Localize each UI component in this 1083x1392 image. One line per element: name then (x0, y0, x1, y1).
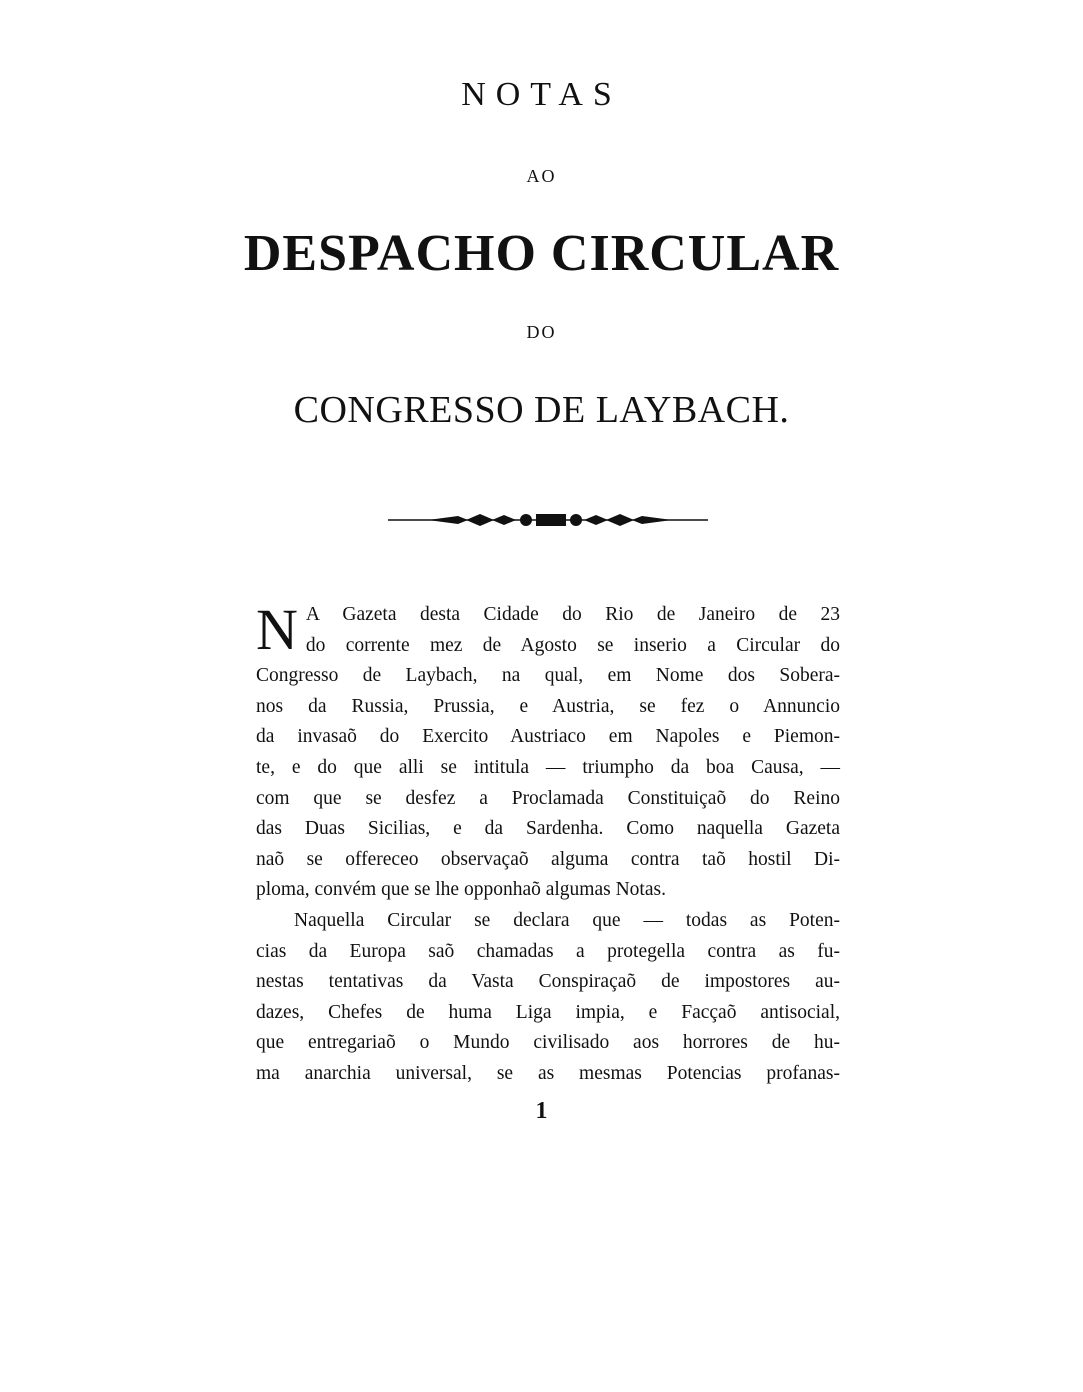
text-line: da invasaõ do Exercito Austriaco em Napoles e Piemon- (256, 726, 840, 748)
text-line: que entregariaõ o Mundo civilisado aos horrores de hu- (256, 1032, 840, 1054)
drop-cap: N (256, 597, 298, 662)
title-main: DESPACHO CIRCULAR (243, 225, 840, 282)
text-line: ploma, convém que se lhe opponhaõ algumas Notas. (256, 879, 666, 901)
title-do: DO (526, 322, 557, 342)
ornamental-rule-icon (388, 508, 708, 532)
text-line: das Duas Sicilias, e da Sardenha. Como naquella Gazeta (256, 818, 840, 840)
text-line: nos da Russia, Prussia, e Austria, se fez o Annuncio (256, 695, 840, 717)
text-line: com que se desfez a Proclamada Constituiçaõ do Reino (256, 787, 840, 809)
text-line: cias da Europa saõ chamadas a protegella contra as fu- (256, 940, 840, 962)
title-subtitle: CONGRESSO DE LAYBACH. (293, 389, 790, 431)
text-line: naõ se offereceo observaçaõ alguma contra taõ hostil Di- (256, 848, 840, 870)
text-line: nestas tentativas da Vasta Conspiraçaõ de impostores au- (256, 971, 840, 993)
text-line: dazes, Chefes de huma Liga impia, e Facçaõ antisocial, (256, 1001, 840, 1023)
text-line: Congresso de Laybach, na qual, em Nome dos Sobera- (256, 665, 840, 687)
text-line: A Gazeta desta Cidade do Rio de Janeiro de 23 (305, 604, 840, 625)
text-line: do corrente mez de Agosto se inserio a Circular do (305, 634, 840, 656)
body-paragraphs (256, 597, 840, 1090)
title-ao: AO (526, 166, 557, 186)
page-number: 1 (535, 1098, 548, 1124)
text-line: ma anarchia universal, se as mesmas Potencias profanas- (256, 1062, 840, 1084)
text-line: Naquella Circular se declara que — todas as Poten- (294, 909, 840, 931)
title-notas: NOTAS (461, 76, 622, 113)
text-line: te, e do que alli se intitula — triumpho da boa Causa, — (256, 756, 840, 778)
